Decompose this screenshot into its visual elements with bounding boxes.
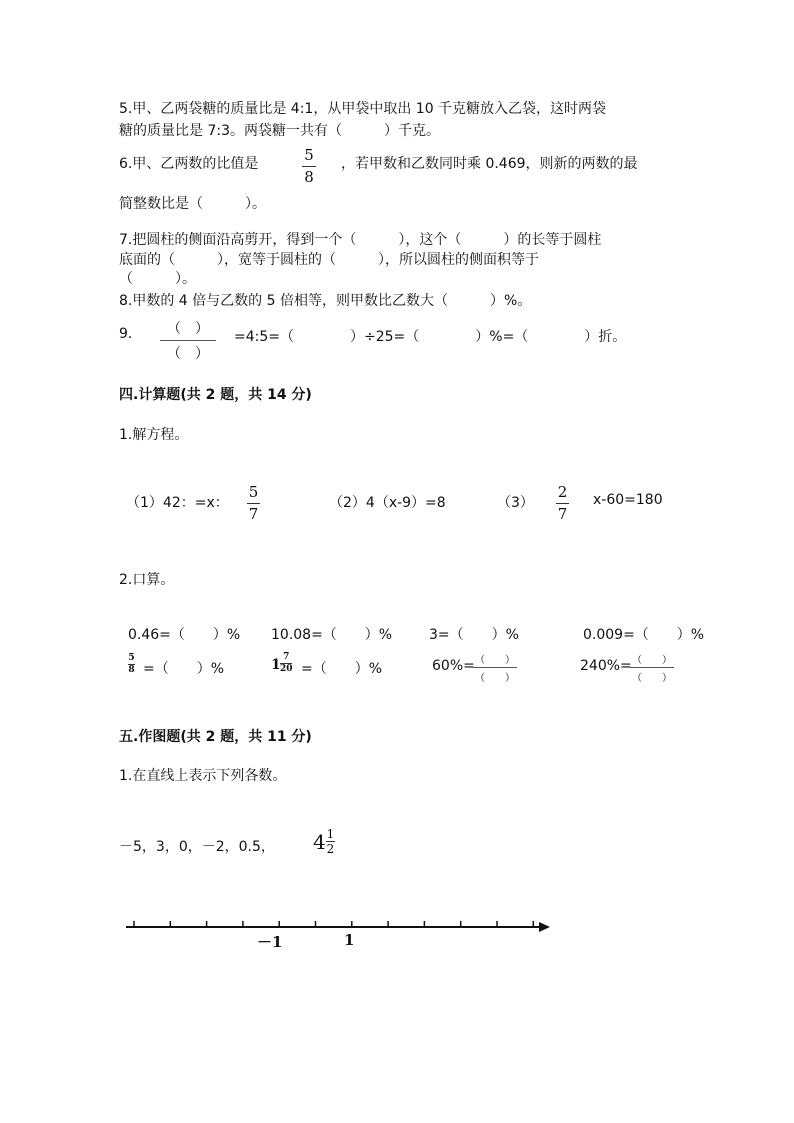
oral-item-6-num: 7 <box>283 652 290 662</box>
oral-item-6-whole: 1 <box>271 657 281 673</box>
eq1-fraction <box>247 485 260 522</box>
oral-item-5-rest: =（ ）% <box>143 661 225 677</box>
oral-item-7-blank-fraction[interactable] <box>473 651 517 684</box>
q5-line1: 5.甲、乙两袋糖的质量比是 4:1，从甲袋中取出 10 千克糖放入乙袋，这时两袋 <box>119 101 607 117</box>
draw1-mixed-fraction <box>326 828 335 855</box>
fraction-bar <box>556 503 569 504</box>
q8-text: 8.甲数的 4 倍与乙数的 5 倍相等，则甲数比乙数大（ ）%。 <box>119 293 532 309</box>
eq1-frac-den: 7 <box>248 505 259 523</box>
q7-line3: （ ）。 <box>119 271 196 287</box>
draw1-mixed-num: 1 <box>326 827 335 841</box>
q6-line2: 简整数比是（ ）。 <box>119 196 266 212</box>
q5-line2: 糖的质量比是 7:3。两袋糖一共有（ ）千克。 <box>119 123 440 139</box>
draw1-mixed-den: 2 <box>326 842 335 856</box>
draw1-title: 1.在直线上表示下列各数。 <box>119 768 287 784</box>
fraction-bar <box>302 166 316 167</box>
blank-num: （ ） <box>475 655 515 666</box>
oral-item-6-fraction <box>280 653 293 674</box>
calc2-title: 2.口算。 <box>119 572 175 588</box>
oral-item-1: 0.46=（ ）% <box>128 627 241 643</box>
tick-label-negative-one: －1 <box>257 933 283 951</box>
oral-item-5-fraction <box>128 654 135 675</box>
eq1-prefix: （1）42：=x： <box>126 495 229 511</box>
blank-den: （ ） <box>632 673 672 684</box>
draw1-numbers: －5，3，0，－2，0.5， <box>119 839 275 855</box>
fraction-bar <box>630 667 674 668</box>
eq1-frac-num: 5 <box>248 483 259 501</box>
eq3-fraction <box>556 485 569 522</box>
eq2: （2）4（x-9）=8 <box>329 495 446 511</box>
eq3-prefix: （3） <box>497 495 534 511</box>
q7-line1: 7.把圆柱的侧面沿高剪开，得到一个（ ），这个（ ）的长等于圆柱 <box>119 232 602 248</box>
blank-num: （ ） <box>632 655 672 666</box>
oral-item-7-prefix: 60%= <box>432 658 475 674</box>
eq3-suffix: x-60=180 <box>593 492 663 508</box>
oral-item-3: 3=（ ）% <box>429 627 519 643</box>
q6-suffix: ，若甲数和乙数同时乘 0.469，则新的两数的最 <box>341 156 638 172</box>
section5-title: 五.作图题(共 2 题，共 11 分) <box>119 729 312 745</box>
q9-label: 9. <box>119 326 133 342</box>
q9-blank-fraction[interactable] <box>160 318 216 363</box>
oral-item-6-rest: =（ ）% <box>301 661 383 677</box>
fraction-bar <box>473 667 517 668</box>
q6-prefix: 6.甲、乙两数的比值是 <box>119 156 259 172</box>
arrow-head-icon <box>539 922 550 932</box>
q6-fraction <box>302 148 316 185</box>
q9-rest: =4:5=（ ）÷25=（ ）%=（ ）折。 <box>234 329 627 345</box>
fraction-bar <box>160 340 216 341</box>
tick-label-one: 1 <box>344 931 355 949</box>
oral-item-6-den: 20 <box>280 664 293 674</box>
eq3-frac-num: 2 <box>557 483 568 501</box>
q9-frac-num: （ ） <box>167 321 209 337</box>
fraction-bar <box>247 503 260 504</box>
q7-line2: 底面的（ ），宽等于圆柱的（ ），所以圆柱的侧面积等于 <box>119 252 539 268</box>
section4-title: 四.计算题(共 2 题，共 14 分) <box>119 387 312 403</box>
q9-frac-den: （ ） <box>167 346 209 362</box>
blank-den: （ ） <box>475 673 515 684</box>
oral-item-5-den: 8 <box>128 665 135 675</box>
oral-item-8-prefix: 240%= <box>580 658 632 674</box>
draw1-mixed-whole: 4 <box>313 830 326 854</box>
number-line[interactable] <box>120 910 560 960</box>
q6-frac-num: 5 <box>304 146 314 164</box>
oral-item-5-num: 5 <box>128 653 135 663</box>
calc1-title: 1.解方程。 <box>119 427 189 443</box>
oral-item-4: 0.009=（ ）% <box>583 627 705 643</box>
eq3-frac-den: 7 <box>557 505 568 523</box>
q6-frac-den: 8 <box>304 168 314 186</box>
oral-item-8-blank-fraction[interactable] <box>630 651 674 684</box>
oral-item-2: 10.08=（ ）% <box>271 627 393 643</box>
